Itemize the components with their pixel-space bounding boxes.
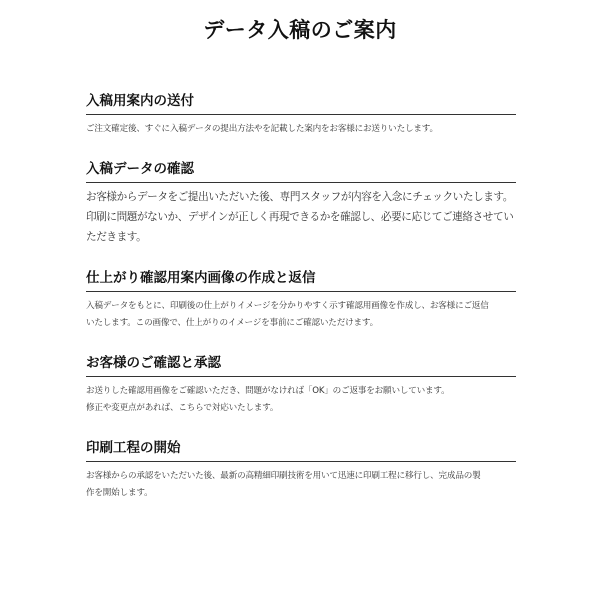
section-data-check xyxy=(86,160,516,247)
section-printing-start xyxy=(86,439,516,502)
section-heading: 入稿用案内の送付 xyxy=(86,92,516,115)
section-body: ご注文確定後、すぐに入稿データの提出方法やを記載した案内をお客様にお送りいたします。 xyxy=(86,124,438,134)
section-body: 入稿データをもとに、印刷後の仕上がりイメージを分かりやすく示す確認用画像を作成し、お客様にご返信 いたします。この画像で、仕上がりのイメージを事前にご確認いただけます。 xyxy=(86,301,489,328)
section-heading: 入稿データの確認 xyxy=(86,160,516,183)
section-heading: 印刷工程の開始 xyxy=(86,439,516,462)
section-heading: 仕上がり確認用案内画像の作成と返信 xyxy=(86,269,516,292)
section-body: お客様からデータをご提出いただいた後、専門スタッフが内容を入念にチェックいたします。 印刷に問題がないか、デザインが正しく再現できるかを確認し、必要に応じてご連絡させてい ただきます。 xyxy=(86,191,514,243)
section-customer-approval xyxy=(86,354,516,417)
content xyxy=(0,92,600,502)
section-heading: お客様のご確認と承認 xyxy=(86,354,516,377)
section-body: お客様からの承認をいただいた後、最新の高精細印刷技術を用いて迅速に印刷工程に移行し、完成品の製 作を開始します。 xyxy=(86,471,481,498)
page-title: データ入稿のご案内 xyxy=(203,18,397,42)
section-proof-image xyxy=(86,269,516,332)
section-submission-guide xyxy=(86,92,516,138)
section-body: お送りした確認用画像をご確認いただき、問題がなければ「OK」のご返事をお願いしています。 修正や変更点があれば、こちらで対応いたします。 xyxy=(86,386,450,413)
